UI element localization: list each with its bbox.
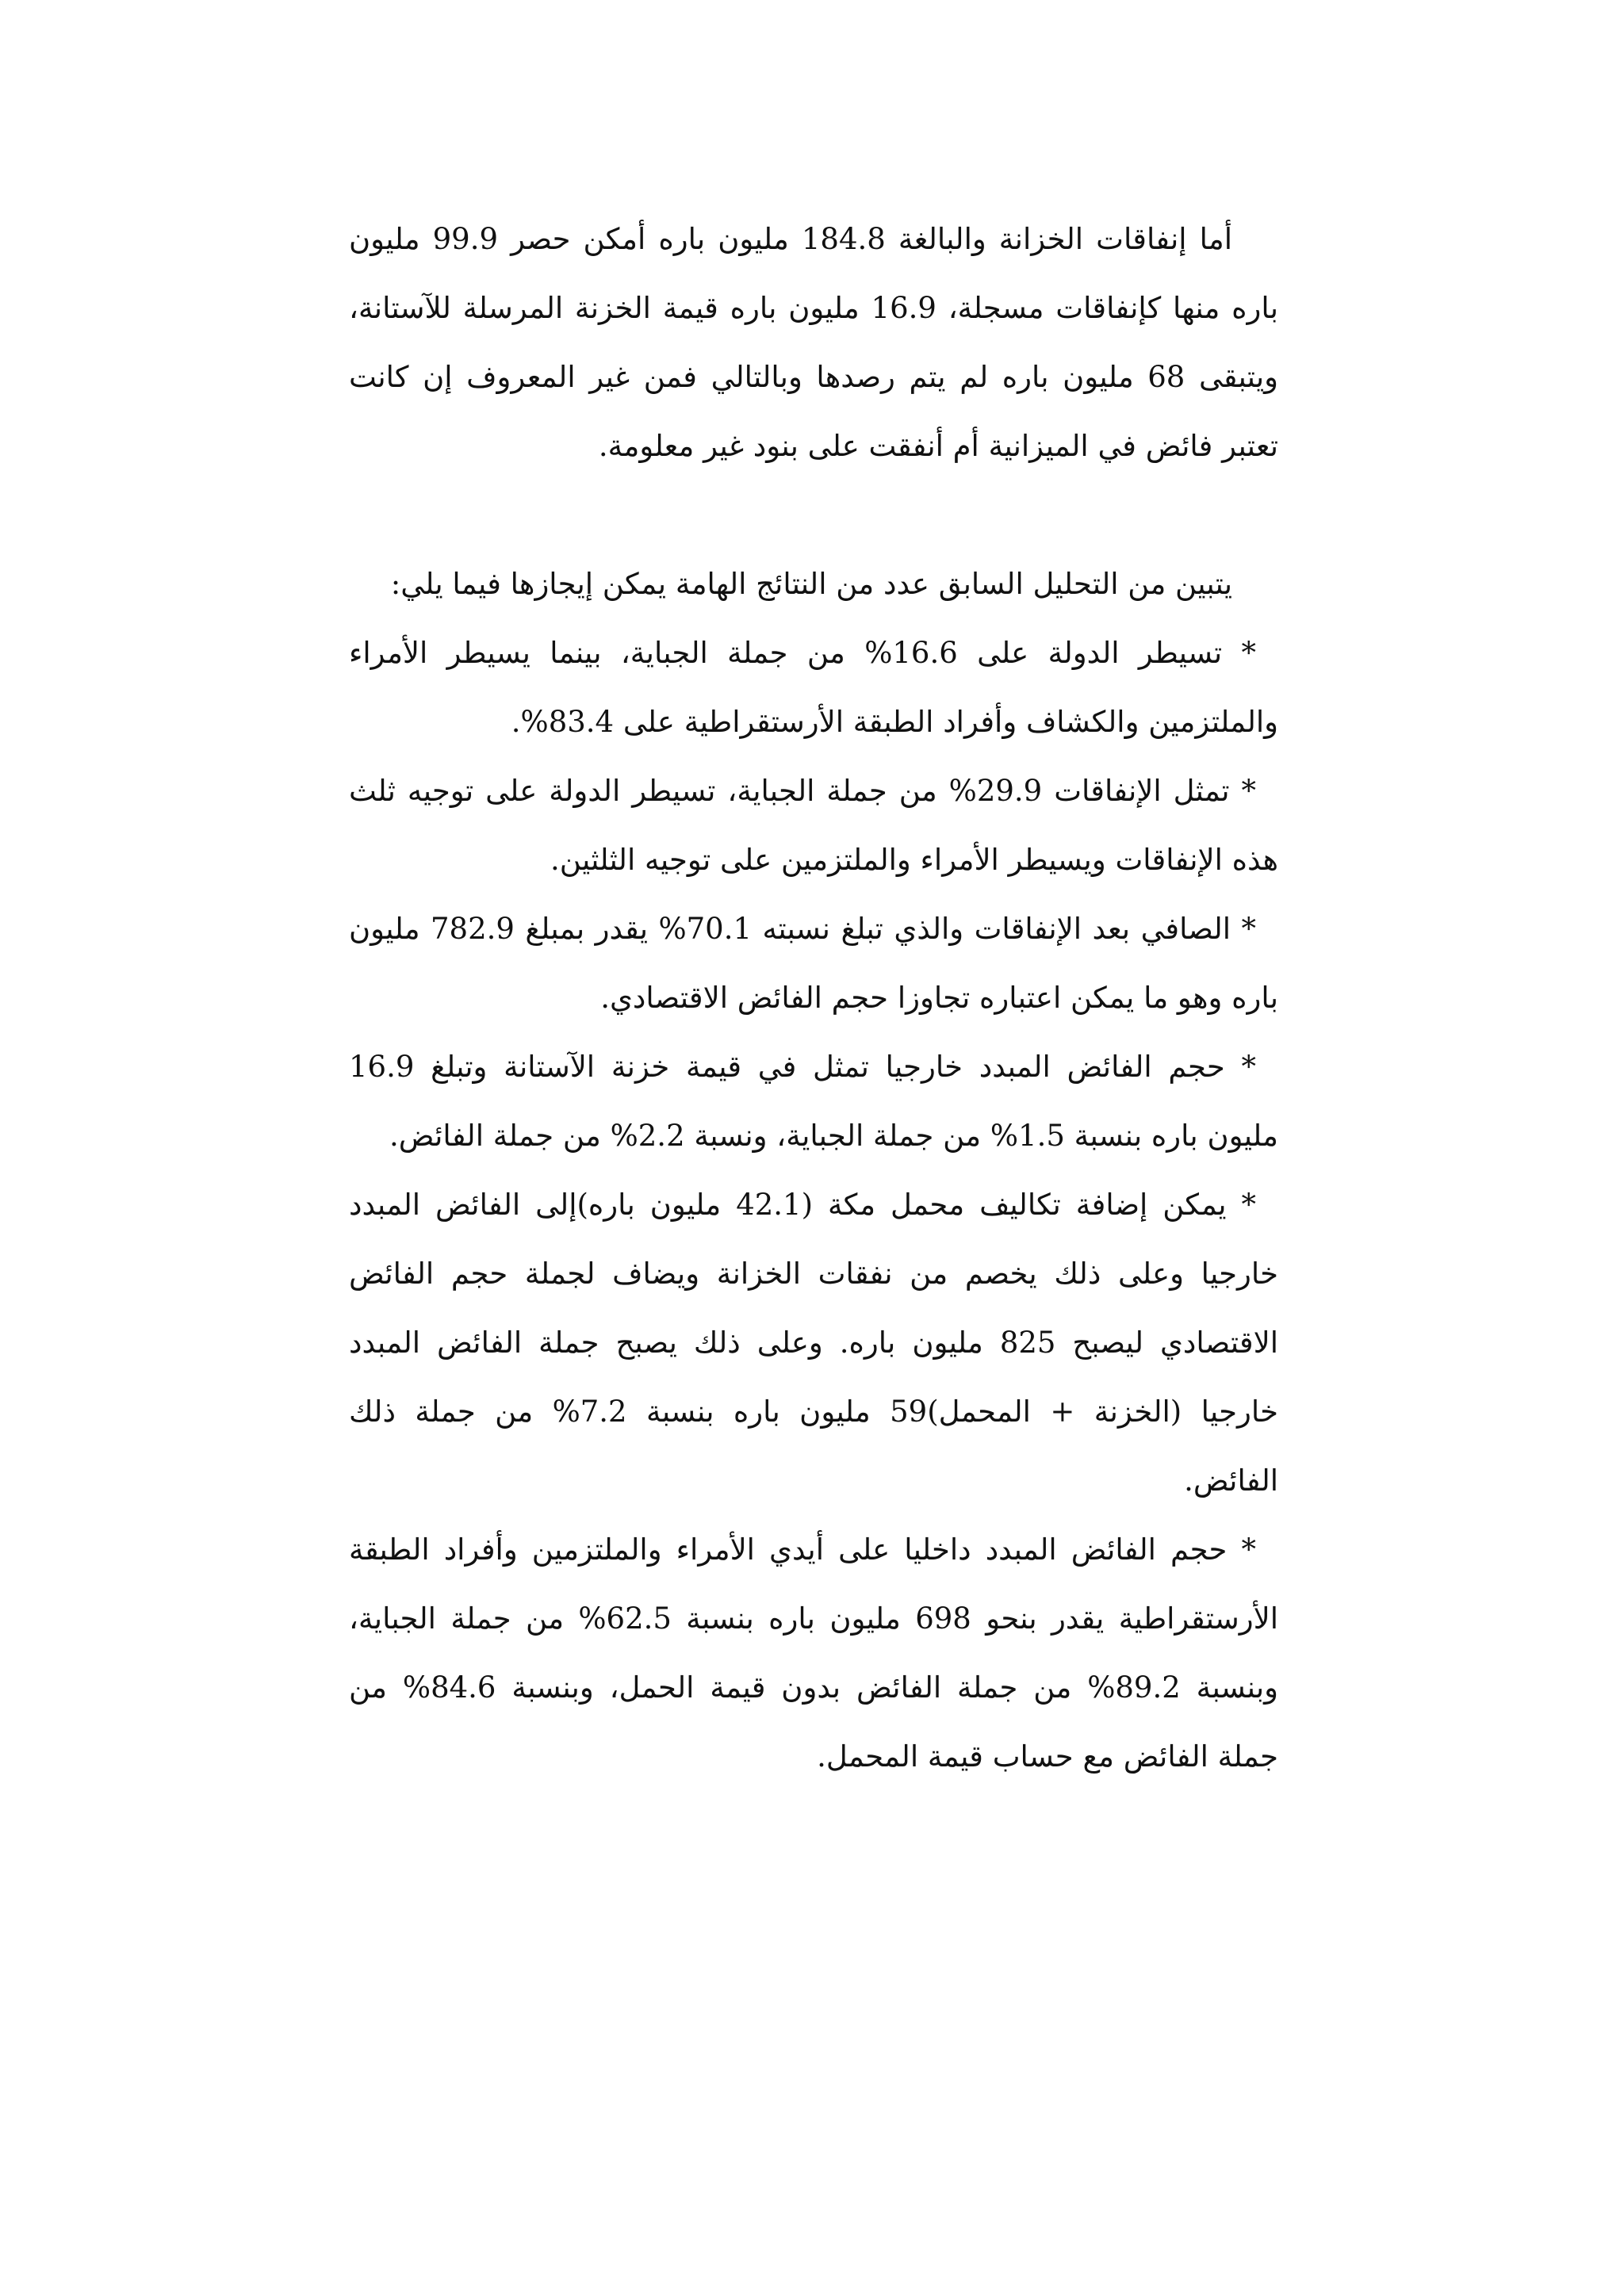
result-bullet-4: * حجم الفائض المبدد خارجيا تمثل في قيمة خزنة الآستانة وتبلغ 16.9 مليون باره بنسبة 1.5% من جملة الجباية، ونسبة 2.2% من جملة الفائض. bbox=[349, 1050, 1278, 1153]
document-body bbox=[349, 205, 1278, 1791]
results-intro: يتبين من التحليل السابق عدد من النتائج الهامة يمكن إيجازها فيما يلي: bbox=[390, 567, 1232, 601]
result-bullet-5: * يمكن إضافة تكاليف محمل مكة (42.1 مليون باره)إلى الفائض المبدد خارجيا وعلى ذلك يخصم من نفقات الخزانة ويضاف لجملة حجم الفائض الاقتصادي ليصبح 825 مليون باره. وعلى ذلك يصبح جملة الفائض المبدد خارجيا (الخزنة + المحمل)59 مليون باره بنسبة 7.2% من جملة ذلك الفائض. bbox=[349, 1188, 1278, 1498]
result-bullet-1: * تسيطر الدولة على 16.6% من جملة الجباية، بينما يسيطر الأمراء والملتزمين والكشاف وأفراد الطبقة الأرستقراطية على 83.4%. bbox=[349, 636, 1278, 739]
result-bullet-2: * تمثل الإنفاقات 29.9% من جملة الجباية، تسيطر الدولة على توجيه ثلث هذه الإنفاقات ويسيطر الأمراء والملتزمين على توجيه الثلثين. bbox=[349, 774, 1278, 877]
paragraph-treasury-expenditures: أما إنفاقات الخزانة والبالغة 184.8 مليون باره أمكن حصر 99.9 مليون باره منها كإنفاقات مسجلة، 16.9 مليون باره قيمة الخزنة المرسلة للآستانة، ويتبقى 68 مليون باره لم يتم رصدها وبالتالي فمن غير المعروف إن كانت تعتبر فائض في الميزانية أم أنفقت على بنود غير معلومة. bbox=[349, 222, 1278, 463]
result-bullet-6: * حجم الفائض المبدد داخليا على أيدي الأمراء والملتزمين وأفراد الطبقة الأرستقراطية يقدر بنحو 698 مليون باره بنسبة 62.5% من جملة الجباية، وبنسبة 89.2% من جملة الفائض بدون قيمة الحمل، وبنسبة 84.6% من جملة الفائض مع حساب قيمة المحمل. bbox=[349, 1533, 1278, 1774]
result-bullet-3: * الصافي بعد الإنفاقات والذي تبلغ نسبته 70.1% يقدر بمبلغ 782.9 مليون باره وهو ما يمكن اعتباره تجاوزا حجم الفائض الاقتصادي. bbox=[349, 912, 1278, 1015]
